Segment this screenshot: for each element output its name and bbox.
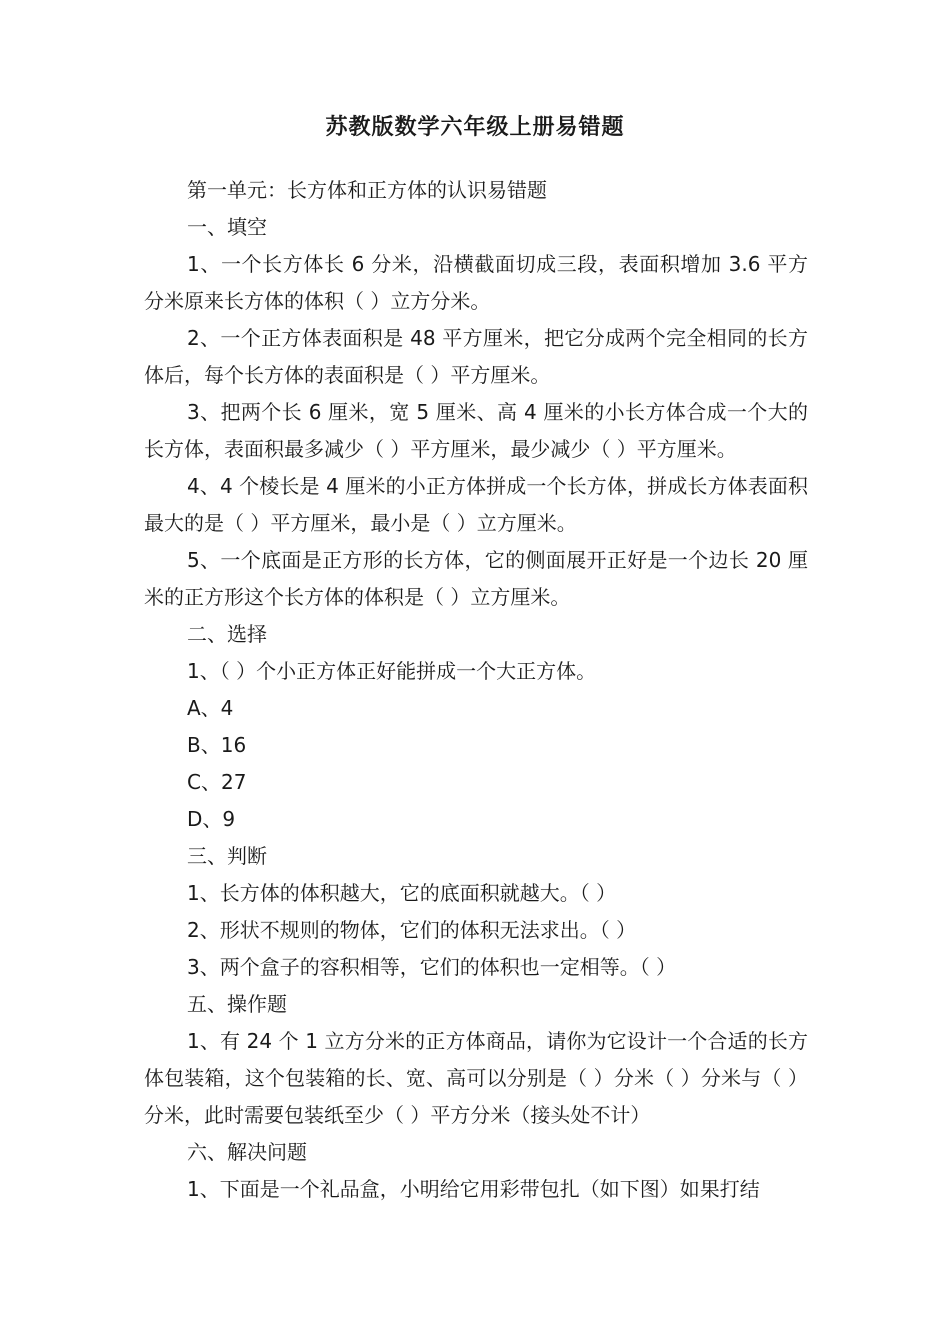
document-title: 苏教版数学六年级上册易错题 (325, 115, 625, 140)
operate-question-1: 1、有 24 个 1 立方分米的正方体商品，请你为它设计一个合适的长方体包装箱，这个包装箱的长、宽、高可以分别是（ ）分米（ ）分米与（ ）分米，此时需要包装纸至少（ ）平方分米（接头处不计） (144, 1029, 808, 1127)
choice-option-c: C、27 (187, 770, 247, 794)
fill-question-4: 4、4 个棱长是 4 厘米的小正方体拼成一个长方体，拼成长方体表面积最大的是（ ）平方厘米，最小是（ ）立方厘米。 (144, 474, 808, 535)
section-heading-judge: 三、判断 (187, 844, 267, 868)
judge-question-1: 1、长方体的体积越大，它的底面积就越大。（ ） (187, 881, 617, 905)
section-heading-operate: 五、操作题 (187, 992, 287, 1016)
fill-question-3: 3、把两个长 6 厘米，宽 5 厘米、高 4 厘米的小长方体合成一个大的长方体，表面积最多减少（ ）平方厘米，最少减少（ ）平方厘米。 (144, 400, 808, 461)
judge-question-3: 3、两个盒子的容积相等，它们的体积也一定相等。（ ） (187, 955, 677, 979)
judge-question-2: 2、形状不规则的物体，它们的体积无法求出。（ ） (187, 918, 637, 942)
choice-question-1: 1、（ ）个小正方体正好能拼成一个大正方体。 (187, 659, 597, 683)
section-heading-fill: 一、填空 (187, 215, 267, 239)
fill-question-2: 2、一个正方体表面积是 48 平方厘米，把它分成两个完全相同的长方体后，每个长方体的表面积是（ ）平方厘米。 (144, 326, 808, 387)
fill-question-5: 5、一个底面是正方形的长方体，它的侧面展开正好是一个边长 20 厘米的正方形这个长方体的体积是（ ）立方厘米。 (144, 548, 808, 609)
solve-question-1: 1、下面是一个礼品盒，小明给它用彩带包扎（如下图）如果打结 (187, 1177, 760, 1201)
choice-option-b: B、16 (187, 733, 247, 757)
unit-heading: 第一单元：长方体和正方体的认识易错题 (187, 178, 547, 202)
section-heading-solve: 六、解决问题 (187, 1140, 307, 1164)
fill-question-1: 1、一个长方体长 6 分米，沿横截面切成三段，表面积增加 3.6 平方分米原来长方体的体积（ ）立方分米。 (144, 252, 808, 313)
document-body (144, 172, 808, 1208)
choice-option-a: A、4 (187, 696, 234, 720)
section-heading-choice: 二、选择 (187, 622, 267, 646)
choice-option-d: D、9 (187, 807, 236, 831)
